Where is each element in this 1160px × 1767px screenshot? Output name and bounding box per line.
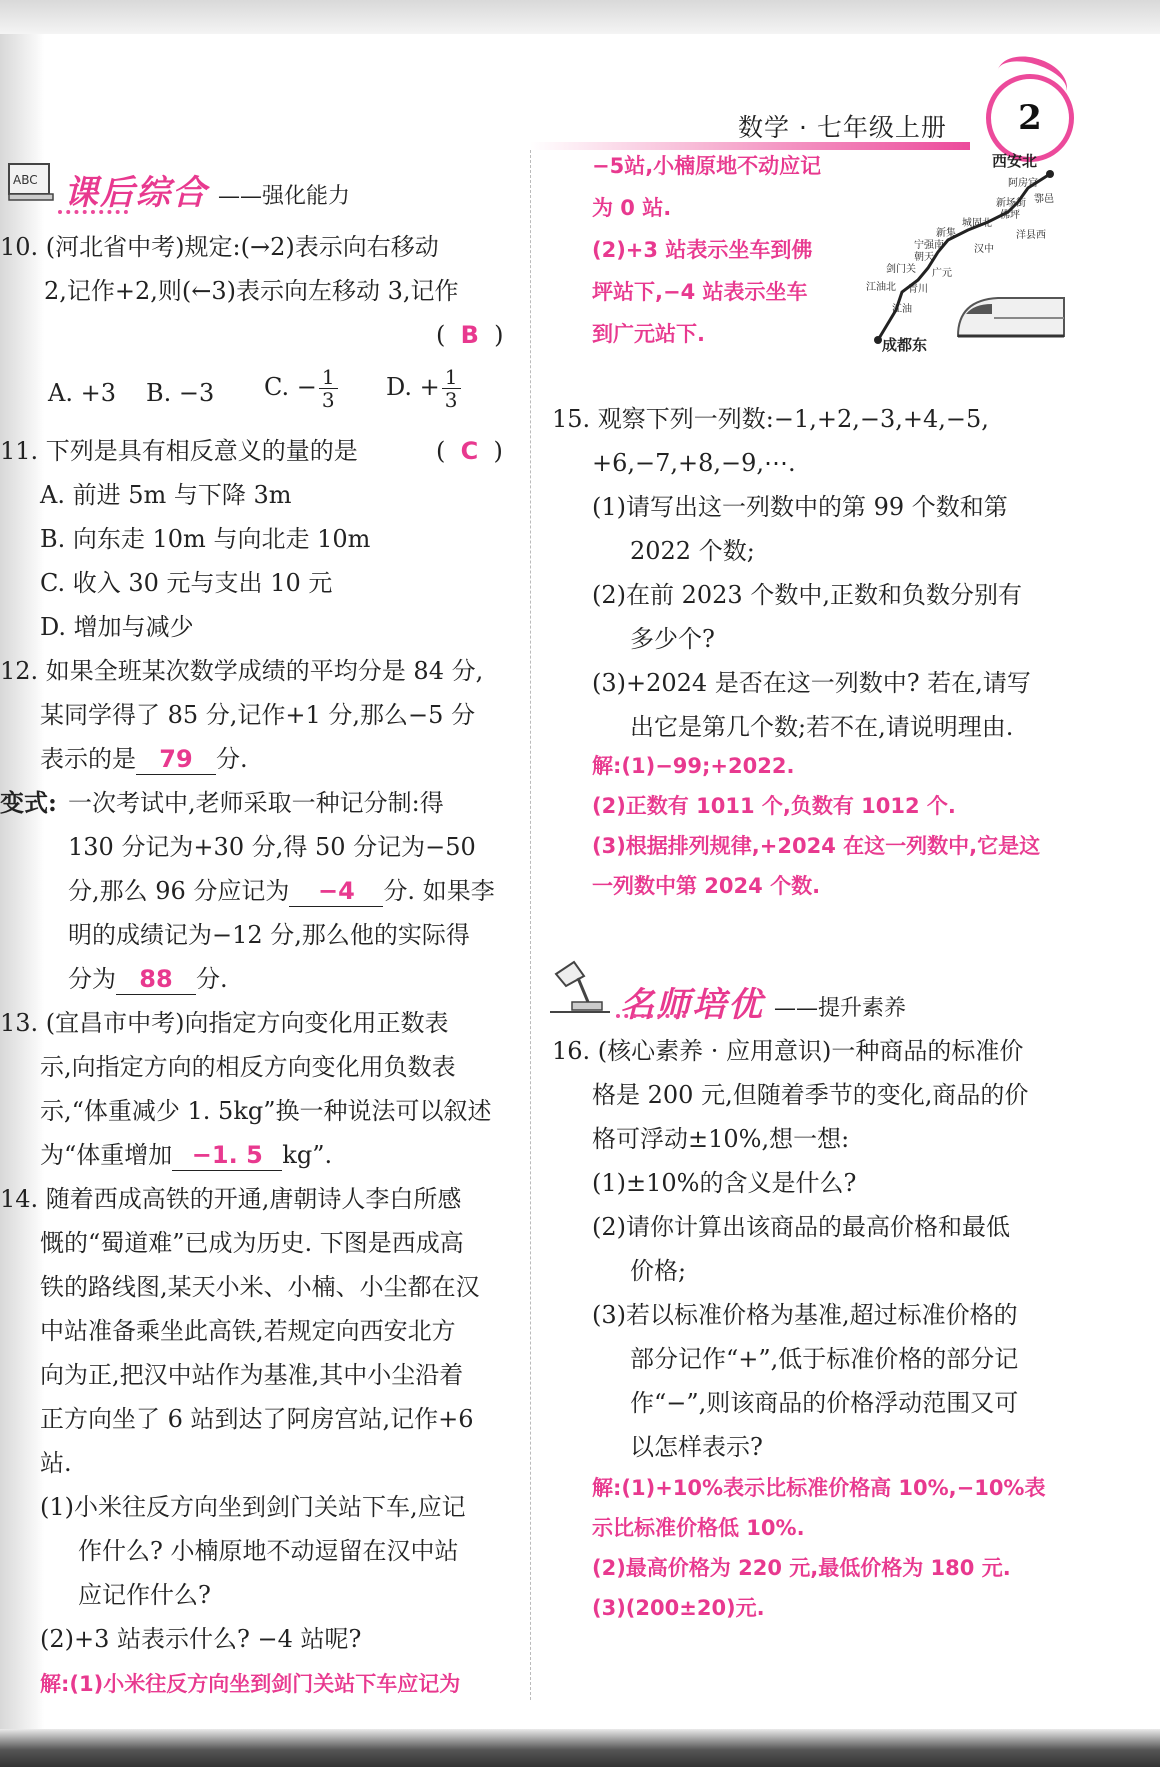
q10-answer: B xyxy=(460,321,479,349)
q16-solution-line: 示比标准价格低 10%. xyxy=(592,1516,805,1540)
q16-sub3-line: 以怎样表示? xyxy=(630,1433,763,1461)
variant-blank-2: 88 xyxy=(116,964,196,995)
q14-line: 正方向坐了 6 站到达了阿房宫站,记作+6 xyxy=(40,1405,474,1433)
q14-line: 铁的路线图,某天小米、小楠、小尘都在汉 xyxy=(40,1273,480,1301)
station-label: 广元 xyxy=(932,268,952,279)
station-label: 佛坪 xyxy=(1000,210,1020,221)
q15-sub1-line: (1)请写出这一列数中的第 99 个数和第 xyxy=(592,493,1008,521)
q15-sub1-line: 2022 个数; xyxy=(630,537,755,565)
book-icon xyxy=(6,156,56,214)
q16-sub2-line: (2)请你计算出该商品的最高价格和最低 xyxy=(592,1213,1010,1241)
variant-line: 130 分记为+30 分,得 50 分记为−50 xyxy=(68,833,476,861)
station-label: 朝天 xyxy=(914,252,934,263)
book-spine-shadow xyxy=(0,34,44,1729)
book-icon-text: ABC xyxy=(13,173,38,187)
q14-sub1-line: (1)小米往反方向坐到剑门关站下车,应记 xyxy=(40,1493,466,1521)
q15-sub2-line: (2)在前 2023 个数中,正数和负数分别有 xyxy=(592,581,1022,609)
q15-solution-line: 一列数中第 2024 个数. xyxy=(592,874,821,898)
variant-text: 分为 xyxy=(68,965,116,993)
section-title: 名师培优 xyxy=(620,985,764,1025)
station-dot xyxy=(1046,170,1054,178)
fraction-denominator: 3 xyxy=(444,388,458,412)
station-label: 青川 xyxy=(908,284,928,295)
fraction-denominator: 3 xyxy=(321,388,335,412)
station-label: 新集 xyxy=(936,228,956,239)
station-label: 剑门关 xyxy=(886,264,916,275)
variant-text: 分. xyxy=(196,965,228,993)
q11-option: D. 增加与减少 xyxy=(40,613,194,641)
variant-text: 分,那么 96 分应记为 xyxy=(68,877,290,905)
q14-sub2: (2)+3 站表示什么? −4 站呢? xyxy=(40,1625,362,1653)
section-subtitle: ——强化能力 xyxy=(218,184,351,209)
station-label: 新场街 xyxy=(996,198,1026,209)
q11-option: A. 前进 5m 与下降 3m xyxy=(40,481,292,509)
q15-solution-line: 解:(1)−99;+2022. xyxy=(592,754,795,778)
q13-text: kg”. xyxy=(282,1141,333,1169)
q14-line: 14. 随着西成高铁的开通,唐朝诗人李白所感 xyxy=(0,1185,462,1213)
q14-solution-line: (2)+3 站表示坐车到佛 xyxy=(592,238,813,262)
q15-sub3-line: (3)+2024 是否在这一列数中? 若在,请写 xyxy=(592,669,1031,697)
variant-blank-1: −4 xyxy=(289,876,383,907)
q14-sub1-line: 作什么? 小楠原地不动逗留在汉中站 xyxy=(78,1537,459,1565)
station-label: 江油北 xyxy=(866,282,896,293)
q14-solution-line: 坪站下,−4 站表示坐车 xyxy=(592,280,808,304)
q14-line: 中站准备乘坐此高铁,若规定向西安北方 xyxy=(40,1317,456,1345)
station-label: 江油 xyxy=(892,304,912,315)
variant-line xyxy=(68,876,495,907)
q14-line: 向为正,把汉中站作为基准,其中小尘沿着 xyxy=(40,1361,464,1389)
q16-sub3-line: 作“−”,则该商品的价格浮动范围又可 xyxy=(630,1389,1019,1417)
q15-solution-line: (3)根据排列规律,+2024 在这一列数中,它是这 xyxy=(592,834,1041,858)
q12-line xyxy=(40,744,248,775)
q13-line xyxy=(40,1140,332,1171)
q10-line: 10. (河北省中考)规定:(→2)表示向右移动 xyxy=(0,233,439,261)
q10-option-d-label: D. + xyxy=(386,373,440,401)
variant-line xyxy=(68,964,228,995)
fraction-numerator: 1 xyxy=(442,366,461,389)
q11-answer-box: ( C ) xyxy=(436,437,503,465)
q11-answer: C xyxy=(460,437,479,465)
q10-option-c-label: C. − xyxy=(264,373,317,401)
lamp-icon xyxy=(548,956,612,1026)
station-dot xyxy=(874,336,882,344)
q14-solution-line: 解:(1)小米往反方向坐到剑门关站下车应记为 xyxy=(40,1672,461,1696)
variant-line: 明的成绩记为−12 分,那么他的实际得 xyxy=(68,921,470,949)
q13-line: 示,向指定方向的相反方向变化用负数表 xyxy=(40,1053,456,1081)
q10-option-c xyxy=(264,366,338,411)
q15-solution-line: (2)正数有 1011 个,负数有 1012 个. xyxy=(592,794,956,818)
q14-solution-line: −5站,小楠原地不动应记 xyxy=(592,154,822,178)
station-label: 成都东 xyxy=(882,336,928,354)
q16-sub3-line: (3)若以标准价格为基准,超过标准价格的 xyxy=(592,1301,1018,1329)
page-number: 2 xyxy=(986,74,1074,162)
station-label: 阿房宫 xyxy=(1008,178,1038,189)
q10-option-a: A. +3 xyxy=(48,379,116,407)
q16-solution-line: (3)(200±20)元. xyxy=(592,1596,765,1620)
fraction xyxy=(442,366,461,411)
variant-label: 变式: xyxy=(0,788,57,817)
q15-sub2-line: 多少个? xyxy=(630,625,715,653)
q13-blank: −1. 5 xyxy=(172,1140,282,1171)
q13-line: 13. (宜昌市中考)向指定方向变化用正数表 xyxy=(0,1009,449,1037)
section-dots xyxy=(616,1010,686,1018)
section-title: 课后综合 xyxy=(64,173,208,213)
bottom-edge xyxy=(0,1729,1160,1767)
q16-sub3-line: 部分记作“+”,低于标准价格的部分记 xyxy=(630,1345,1019,1373)
fraction-numerator: 1 xyxy=(319,366,338,389)
q14-line: 慨的“蜀道难”已成为历史. 下图是西成高 xyxy=(40,1229,464,1257)
q12-blank: 79 xyxy=(136,744,216,775)
section-subtitle: ——提升素养 xyxy=(774,996,907,1021)
station-label: 西安北 xyxy=(992,152,1038,170)
q10-option-b: B. −3 xyxy=(146,379,215,407)
q14-line: 站. xyxy=(40,1449,72,1477)
station-label: 城固北 xyxy=(962,218,992,229)
q16-line: 格是 200 元,但随着季节的变化,商品的价 xyxy=(592,1081,1029,1109)
variant-line: 一次考试中,老师采取一种记分制:得 xyxy=(68,789,444,817)
q12-text: 表示的是 xyxy=(40,745,136,773)
section-heading-2 xyxy=(548,956,906,1026)
q11-option: C. 收入 30 元与支出 10 元 xyxy=(40,569,333,597)
page-top-shadow xyxy=(0,0,1160,34)
q13-text: 为“体重增加 xyxy=(40,1141,173,1169)
station-label: 汉中 xyxy=(974,244,994,255)
column-divider xyxy=(530,150,531,1700)
q12-line: 12. 如果全班某次数学成绩的平均分是 84 分, xyxy=(0,657,484,685)
q16-solution-line: 解:(1)+10%表示比标准价格高 10%,−10%表 xyxy=(592,1476,1046,1500)
q15-line: +6,−7,+8,−9,⋯. xyxy=(592,449,796,477)
q12-text: 分. xyxy=(216,745,248,773)
station-label: 鄠邑 xyxy=(1034,194,1054,205)
fraction xyxy=(319,366,338,411)
q10-line: 2,记作+2,则(←3)表示向左移动 3,记作 xyxy=(44,277,459,305)
q16-sub1: (1)±10%的含义是什么? xyxy=(592,1169,857,1197)
q12-line: 某同学得了 85 分,记作+1 分,那么−5 分 xyxy=(40,701,476,729)
railway-route-map xyxy=(858,150,1068,360)
q16-sub2-line: 价格; xyxy=(630,1257,687,1285)
station-label: 洋县西 xyxy=(1016,230,1046,241)
train-icon xyxy=(958,298,1064,336)
q16-line: 16. (核心素养 · 应用意识)一种商品的标准价 xyxy=(552,1037,1024,1065)
q16-line: 格可浮动±10%,想一想: xyxy=(592,1125,850,1153)
q10-answer-box: ( B ) xyxy=(436,321,504,349)
section-dots xyxy=(58,206,128,214)
q16-solution-line: (2)最高价格为 220 元,最低价格为 180 元. xyxy=(592,1556,1011,1580)
variant-text: 分. 如果李 xyxy=(383,877,495,905)
q11-option: B. 向东走 10m 与向北走 10m xyxy=(40,525,371,553)
q15-sub3-line: 出它是第几个数;若不在,请说明理由. xyxy=(630,713,1014,741)
q13-line: 示,“体重减少 1. 5kg”换一种说法可以叙述 xyxy=(40,1097,492,1125)
q14-solution-line: 为 0 站. xyxy=(592,196,672,220)
q10-option-d xyxy=(386,366,461,411)
q11-stem: 11. 下列是具有相反意义的量的是 xyxy=(0,437,358,465)
q14-sub1-line: 应记作什么? xyxy=(78,1581,211,1609)
q14-solution-line: 到广元站下. xyxy=(592,322,705,346)
q15-line: 15. 观察下列一列数:−1,+2,−3,+4,−5, xyxy=(552,405,989,433)
book-title: 数学 · 七年级上册 xyxy=(738,113,947,142)
station-label: 宁强南 xyxy=(914,240,944,251)
